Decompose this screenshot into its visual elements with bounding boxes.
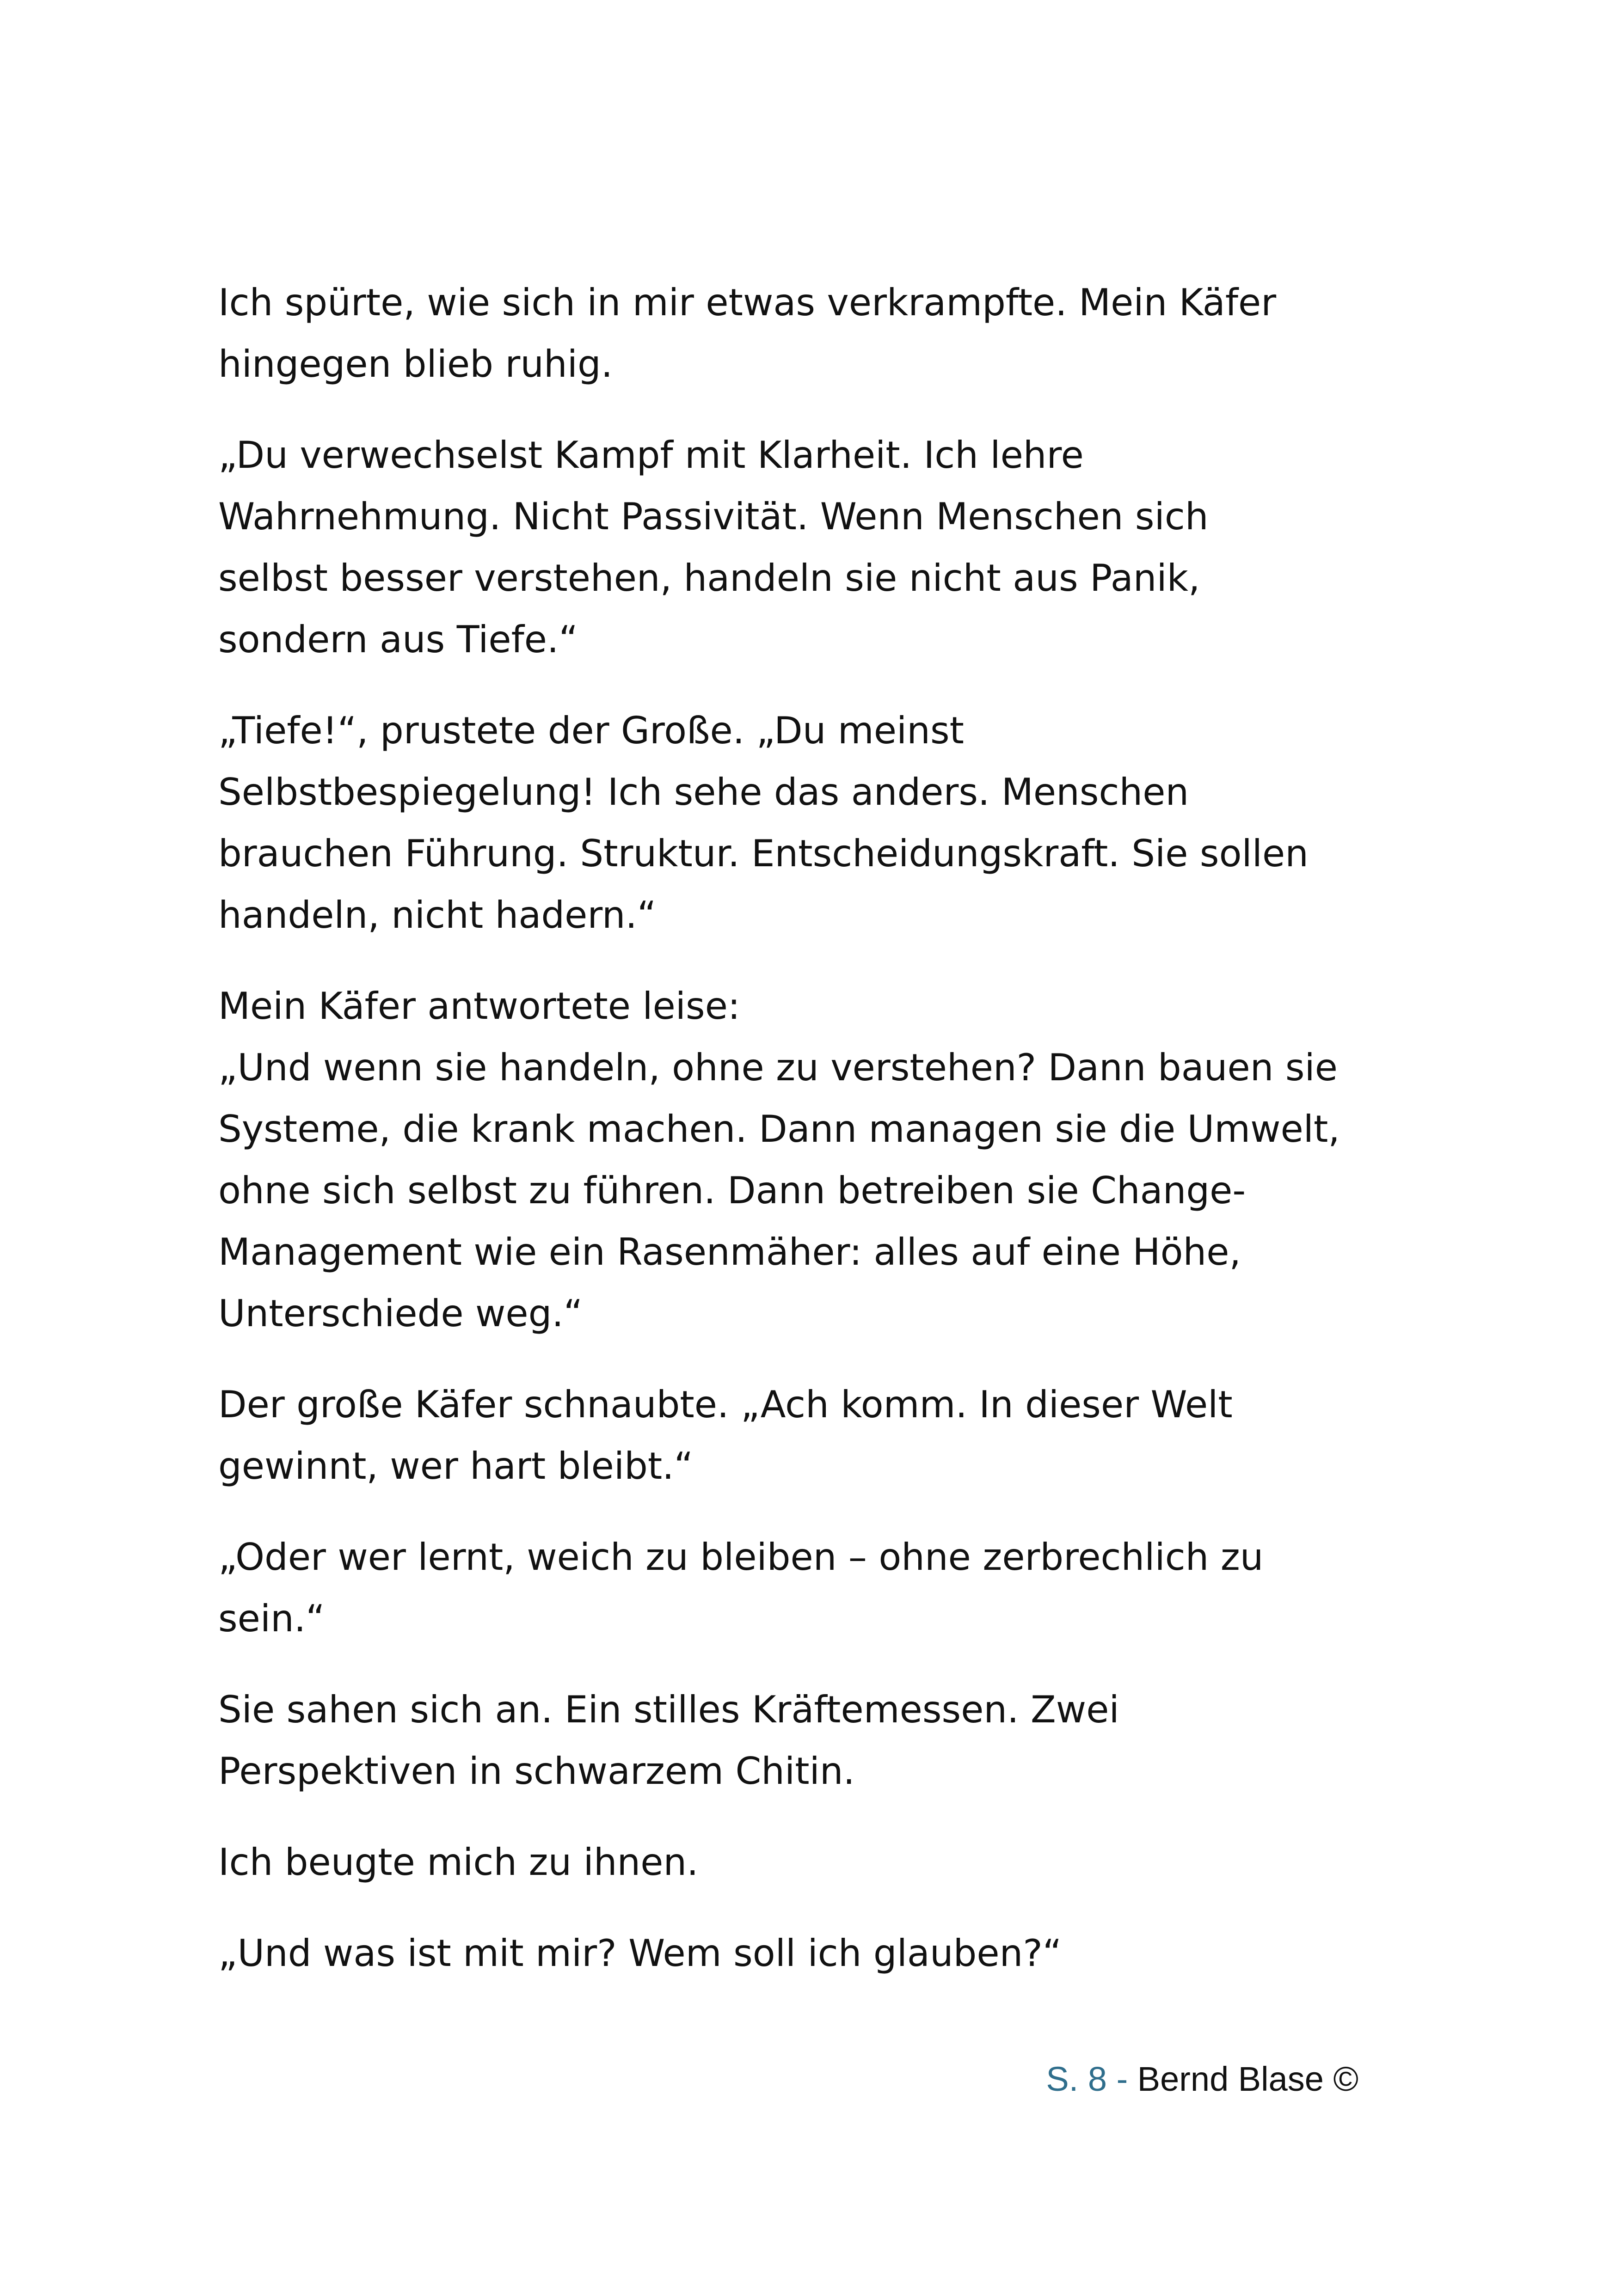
author-credit: Bernd Blase ©	[1137, 2060, 1358, 2098]
paragraph	[218, 1374, 1374, 1497]
text-line: gewinnt, wer hart bleibt.“	[218, 1445, 694, 1488]
text-line: Management wie ein Rasenmäher: alles auf eine Höhe,	[218, 1231, 1241, 1274]
paragraph	[218, 424, 1374, 670]
text-line: Ich spürte, wie sich in mir etwas verkrampfte. Mein Käfer	[218, 281, 1277, 324]
text-line: brauchen Führung. Struktur. Entscheidungskraft. Sie sollen	[218, 832, 1309, 875]
paragraph	[218, 700, 1374, 946]
page-number: S. 8 -	[1046, 2060, 1137, 2098]
paragraph	[218, 1923, 1374, 1984]
text-line: Selbstbespiegelung! Ich sehe das anders. Menschen	[218, 771, 1189, 814]
text-line: Der große Käfer schnaubte. „Ach komm. In dieser Welt	[218, 1383, 1233, 1426]
text-line: ohne sich selbst zu führen. Dann betreiben sie Change-	[218, 1169, 1246, 1212]
text-line: Wahrnehmung. Nicht Passivität. Wenn Menschen sich	[218, 495, 1209, 538]
text-line: „Und wenn sie handeln, ohne zu verstehen? Dann bauen sie	[218, 1046, 1338, 1089]
text-line: Perspektiven in schwarzem Chitin.	[218, 1750, 855, 1793]
body-text	[218, 272, 1374, 2014]
text-line: selbst besser verstehen, handeln sie nicht aus Panik,	[218, 557, 1200, 600]
paragraph	[218, 1679, 1374, 1802]
text-line: „Tiefe!“, prustete der Große. „Du meinst	[218, 709, 965, 752]
text-line: Systeme, die krank machen. Dann managen sie die Umwelt,	[218, 1108, 1340, 1151]
text-line: Sie sahen sich an. Ein stilles Kräftemessen. Zwei	[218, 1688, 1119, 1731]
text-line: „Du verwechselst Kampf mit Klarheit. Ich lehre	[218, 434, 1084, 477]
text-line: Mein Käfer antwortete leise:	[218, 985, 740, 1028]
text-line: sein.“	[218, 1597, 325, 1640]
paragraph	[218, 1526, 1374, 1649]
text-line: Ich beugte mich zu ihnen.	[218, 1841, 699, 1884]
text-line: sondern aus Tiefe.“	[218, 618, 578, 661]
paragraph	[218, 1831, 1374, 1893]
text-line: „Oder wer lernt, weich zu bleiben – ohne zerbrechlich zu	[218, 1536, 1264, 1579]
page-footer	[1046, 2056, 1358, 2102]
text-line: Unterschiede weg.“	[218, 1292, 583, 1335]
text-line: handeln, nicht hadern.“	[218, 894, 657, 937]
paragraph	[218, 975, 1374, 1344]
paragraph	[218, 272, 1374, 395]
text-line: „Und was ist mit mir? Wem soll ich glauben?“	[218, 1932, 1062, 1975]
text-line: hingegen blieb ruhig.	[218, 343, 613, 386]
